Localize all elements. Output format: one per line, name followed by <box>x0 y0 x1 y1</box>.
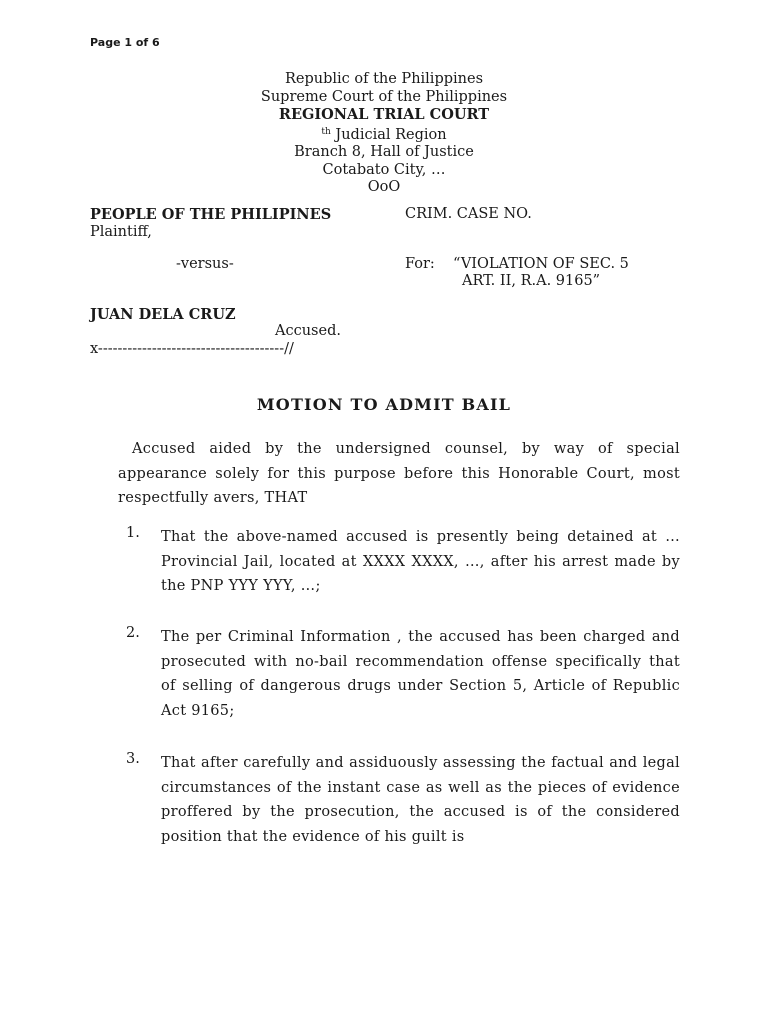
list-item <box>118 625 680 723</box>
offense-line-1: “VIOLATION OF SEC. 5 <box>453 256 629 272</box>
court-header <box>0 71 768 197</box>
accused-role: Accused. <box>275 323 341 339</box>
document-title: MOTION TO ADMIT BAIL <box>256 395 512 414</box>
item-text: That after carefully and assiduously assessing the factual and legal circumstances of the instant case as well as the pieces of evidence proffered by the prosecution, the accused is of the considered position that the evidence of his guilt is <box>161 755 680 845</box>
item-number: 2. <box>126 625 140 641</box>
plaintiff-role: Plaintiff, <box>90 224 152 240</box>
list-item <box>118 751 680 849</box>
list-item <box>118 525 680 599</box>
header-supreme-court: Supreme Court of the Philippines <box>260 88 508 105</box>
region-label: Judicial Region <box>330 126 447 143</box>
caption-separator: x--------------------------------------// <box>90 341 294 357</box>
page-number: Page 1 of 6 <box>90 36 160 49</box>
item-number: 1. <box>126 525 140 541</box>
accused-name: JUAN DELA CRUZ <box>90 306 236 323</box>
header-ornament: OoO <box>367 179 401 195</box>
header-court-name: REGIONAL TRIAL COURT <box>278 106 490 123</box>
criminal-case-number: CRIM. CASE NO. <box>405 206 532 222</box>
offense-line-2: ART. II, R.A. 9165” <box>462 273 601 289</box>
header-judicial-region <box>0 124 768 145</box>
header-republic: Republic of the Philippines <box>284 71 484 87</box>
for-label: For: <box>405 256 435 272</box>
item-text: The per Criminal Information , the accused has been charged and prosecuted with no-bail recommendation offense specifically that of selling of dangerous drugs under Section 5, Article of Republic Act 9165; <box>161 629 680 719</box>
header-branch: Branch 8, Hall of Justice <box>294 144 474 160</box>
intro-paragraph: Accused aided by the undersigned counsel, by way of special appearance solely for this purpose before this Honorable Court, most respectfully avers, THAT <box>118 441 680 506</box>
item-text: That the above-named accused is presently being detained at … Provincial Jail, located at XXXX XXXX, …, after his arrest made by the PNP YYY YYY, …; <box>161 529 680 594</box>
versus-label: -versus- <box>176 256 234 272</box>
region-ordinal-suffix: th <box>321 126 331 137</box>
header-city: Cotabato City, … <box>322 161 446 178</box>
item-number: 3. <box>126 751 140 767</box>
plaintiff-name: PEOPLE OF THE PHILIPINES <box>90 206 332 223</box>
